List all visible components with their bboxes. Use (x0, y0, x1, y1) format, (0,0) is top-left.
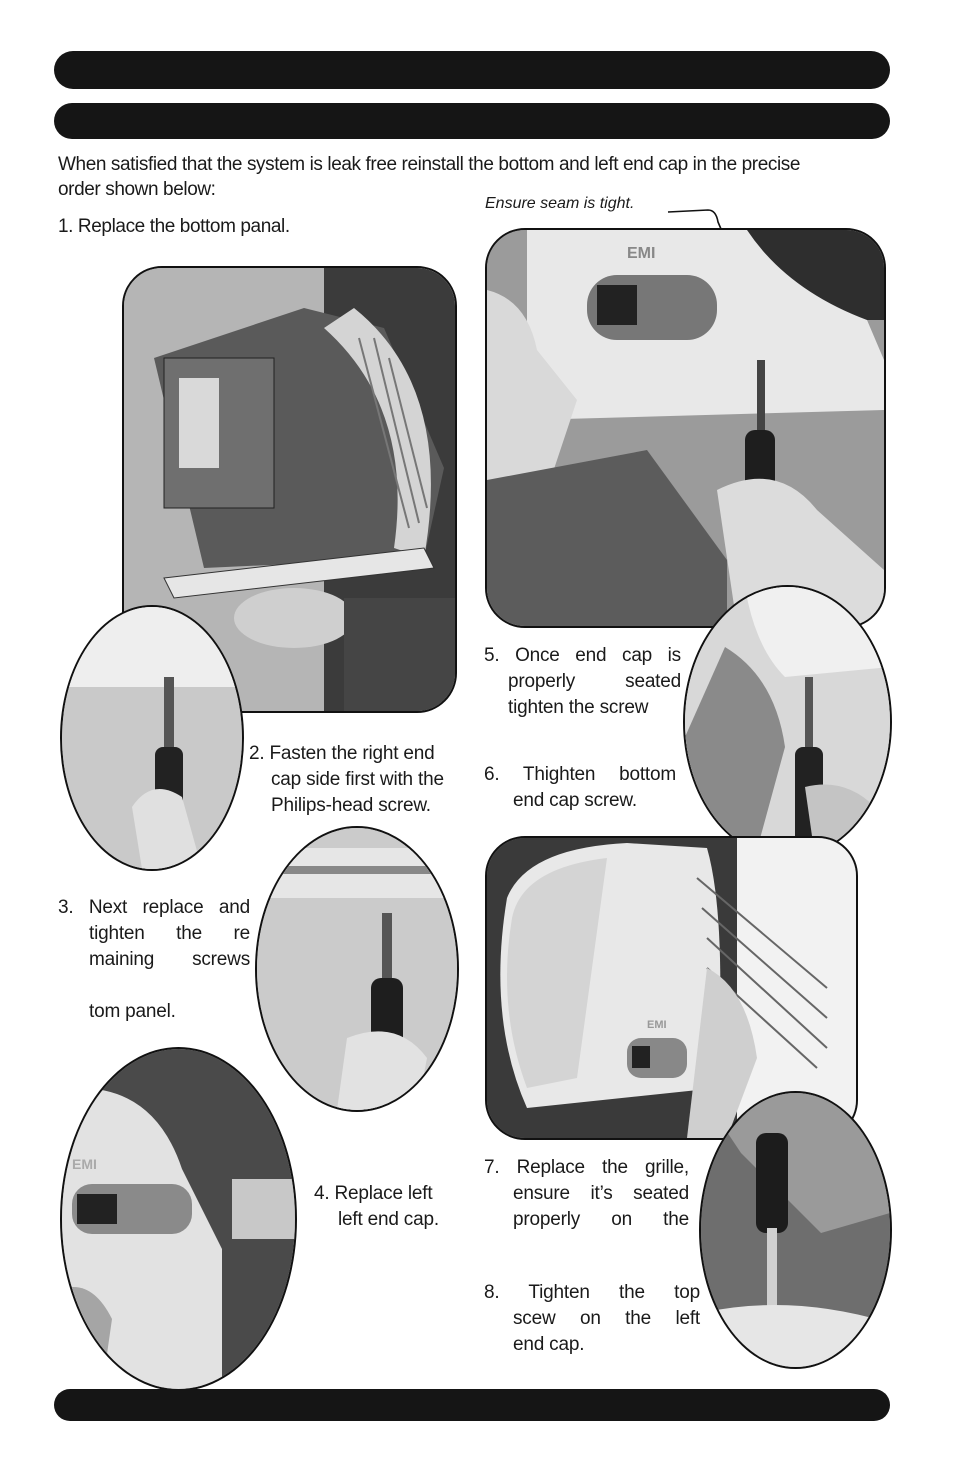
step-1-text: 1. Replace the bottom panal. (58, 216, 290, 237)
photo-end-cap-seated (683, 585, 892, 859)
callout-seam: Ensure seam is tight. (485, 195, 635, 212)
step-5-text: 5. Once end cap is properly seated tighten the screw (484, 645, 681, 718)
photo-right-end-screw (60, 605, 244, 871)
photo-left-end-cap (60, 1047, 297, 1391)
intro-line-1: When satisfied that the system is leak free reinstall the bottom and left end cap in the precise (58, 154, 801, 175)
step-2-text: 2. Fasten the right end cap side first with the Philips-head screw. (249, 743, 444, 816)
header-bar-second (54, 103, 890, 139)
step-4-text: 4. Replace left left end cap. (314, 1183, 439, 1230)
photo-top-screw (699, 1091, 892, 1369)
brand-logo: EMI (627, 245, 656, 262)
footer-bar (54, 1389, 890, 1421)
intro-line-2: order shown below: (58, 179, 216, 200)
photo-remaining-screws (255, 826, 459, 1112)
header-bar-top (54, 51, 890, 89)
step-7-text: 7. Replace the grille, ensure it’s seated properly on the (484, 1157, 689, 1230)
step-6-text: 6. Thighten bottom end cap screw. (484, 764, 676, 811)
photo-seam-tight (485, 228, 886, 628)
step-3-text: 3. Next replace and tighten the re maining screws tom panel. (58, 897, 250, 1022)
brand-logo-3: EMI (72, 1156, 97, 1172)
brand-logo-2: EMI (647, 1019, 667, 1031)
step-8-text: 8. Tighten the top scew on the left end cap. (484, 1282, 700, 1355)
